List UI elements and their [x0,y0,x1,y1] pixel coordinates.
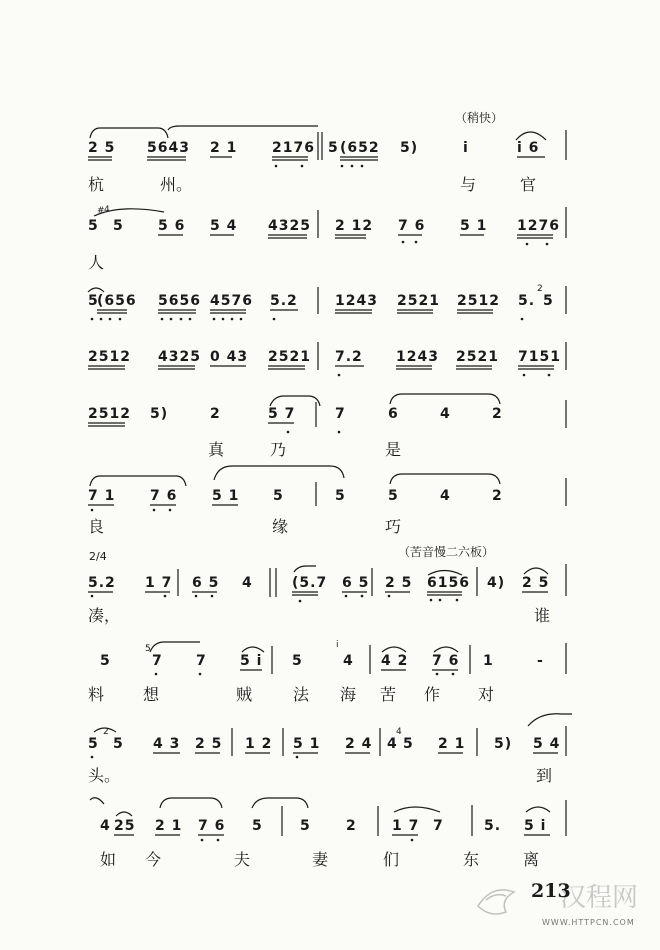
score-row-3 [88,284,554,309]
lyric-char: 海 [340,685,357,704]
lyric-char: 贼 [236,685,253,704]
note-group: 4 [440,488,451,504]
note-group: 6 5 [192,575,220,591]
score-row-5 [88,406,503,459]
note-group: 2 1 [438,736,466,752]
note-group: 2 [210,406,221,422]
lyric-char: 是 [385,440,402,459]
note-group: (656 [97,293,137,309]
grace-note: 2 [103,727,109,737]
lyric-char: 想 [143,685,160,704]
lyric-char: 凑， [88,606,121,625]
slur [270,396,320,406]
note-group: 1 7 [392,818,420,834]
lyric-char: 头。 [88,766,121,785]
rhythm-underline [88,366,554,369]
note-group: 5 [403,736,414,752]
note-group: 5 [113,736,124,752]
score-row-9 [88,727,560,785]
lyric-char: 巧 [385,517,402,536]
slur [294,566,316,572]
note-group: 2 5 [195,736,223,752]
note-group: 5 1 [460,218,488,234]
note-group: 5 [292,653,303,669]
note-group: 4 2 [381,653,409,669]
note-group: 4325 [268,218,311,234]
note-group: 2512 [88,349,131,365]
slur [214,466,344,480]
slur [90,128,168,138]
slur [394,807,440,812]
lyric-char: 杭 [88,175,105,194]
lyric-char: 对 [478,685,495,704]
score-row-6 [88,488,503,536]
note-group: 5 4 [533,736,561,752]
note-group: 7 1 [88,488,116,504]
grace-sharp: # [97,206,105,216]
note-group: 5.2 [270,293,298,309]
grace-note: 2 [537,284,543,294]
note-group: 5. [518,293,536,309]
lyric-char: 缘 [272,517,289,536]
note-group: 5) [494,736,513,752]
note-group: 5.2 [88,575,116,591]
note-group: 5 [328,140,339,156]
score-row-4 [88,349,561,365]
lyric-char: 良 [88,517,105,536]
rhythm-underline [88,423,294,426]
note-group: 4576 [210,293,253,309]
lyric-char: 与 [460,175,477,194]
watermark-logo [478,890,514,914]
note-group: 6 5 [342,575,370,591]
slur [88,288,104,292]
note-group: i 6 [517,140,540,156]
score-row-10 [100,818,546,869]
lyric-char: 人 [88,253,105,272]
slur [390,394,500,404]
rhythm-underline [97,310,493,313]
note-group: 7.2 [335,349,363,365]
note-group: 7151 [518,349,561,365]
slur [168,126,318,130]
lyric-char: 夫 [234,850,251,869]
slur [90,798,104,804]
slur [516,132,546,140]
lyric-char: 今 [145,850,162,869]
rhythm-underline [88,592,548,595]
lyric-char: 法 [293,685,310,704]
note-group: 2 [492,488,503,504]
slur [252,798,308,808]
note-group: 5 [88,293,99,309]
note-group: 5 [300,818,311,834]
lyric-char: 苦 [380,685,397,704]
slur [160,798,222,808]
note-group: 4325 [158,349,201,365]
lyric-char: 们 [383,850,400,869]
slur [524,568,548,574]
tempo-marking: （稍快） [455,111,504,125]
lyric-char: 料 [88,685,105,704]
score-row-1 [88,140,539,194]
lyric-char: 东 [463,850,480,869]
note-group: (652 [340,140,380,156]
note-group: 7 [335,406,346,422]
note-group: 5 7 [268,406,296,422]
note-group: 5 [335,488,346,504]
barline [272,643,566,674]
note-group: 2 5 [522,575,550,591]
note-group: 5 6 [158,218,186,234]
note-group: 5 [543,293,554,309]
lyric-char: 离 [523,850,540,869]
note-group: 5 i [240,653,263,669]
note-group: 5656 [158,293,201,309]
note-group: 4 [440,406,451,422]
note-group: 5 [388,488,399,504]
slur [90,476,186,486]
note-group: 2176 [272,140,315,156]
note-group: (5.7 [292,575,328,591]
lyric-char: 到 [536,766,553,785]
note-group: 6156 [427,575,470,591]
note-group: 1276 [517,218,560,234]
slur [150,642,200,652]
note-group: 25 [114,818,136,834]
note-group: 7 [196,653,207,669]
note-group: 5 i [524,818,547,834]
note-group: 1243 [335,293,378,309]
slur [528,714,572,726]
note-group: - [537,653,544,669]
note-group: 2 12 [335,218,374,234]
note-group: 7 6 [432,653,460,669]
note-group: 5) [150,406,169,422]
note-group: 7 6 [398,218,426,234]
note-group: 5643 [147,140,190,156]
note-group: 2512 [457,293,500,309]
note-group: 4 [387,736,398,752]
slur [382,647,406,652]
lyric-char: 谁 [534,606,551,625]
rhythm-underline [158,235,553,238]
note-group: 5 [273,488,284,504]
note-group: 5 [88,218,99,234]
note-group: 7 [152,653,163,669]
note-group: 5 1 [293,736,321,752]
lyric-char: 作 [424,685,441,704]
slur [390,474,500,484]
note-group: 2 5 [88,140,116,156]
note-group: 5 [88,736,99,752]
lyric-char: 妻 [312,850,329,869]
slur [242,647,264,652]
note-group: 2 1 [155,818,183,834]
grace-note: 4 [396,727,402,737]
page-number: 213 [531,880,571,902]
note-group: 5 4 [210,218,238,234]
grace-note: 4 [104,205,110,215]
lyric-char: 官 [520,175,537,194]
note-group: 1 2 [245,736,273,752]
note-group: i [463,140,469,156]
note-group: 7 6 [198,818,226,834]
note-group: 4 [343,653,354,669]
note-group: 7 6 [150,488,178,504]
note-group: 2 4 [345,736,373,752]
note-group: 4 3 [153,736,181,752]
slur [434,647,458,652]
note-group: 5) [400,140,419,156]
note-group: 5 [100,653,111,669]
note-group: 2 [346,818,357,834]
rhythm-underline [88,157,545,160]
note-group: 7 [433,818,444,834]
section-marking: （苦音慢二六板） [398,545,495,559]
grace-note: i [336,640,339,650]
note-group: 2 1 [210,140,238,156]
note-group: 2512 [88,406,131,422]
barline [178,564,566,597]
slur [116,812,132,816]
note-group: 1 7 [145,575,173,591]
note-group: 6 [388,406,399,422]
note-group: 2 5 [385,575,413,591]
note-group: 2521 [268,349,311,365]
score-row-8 [88,640,544,704]
score-row-2 [88,205,560,272]
note-group: 0 43 [210,349,249,365]
lyric-char: 真 [208,440,225,459]
time-signature: 2/4 [89,550,107,563]
note-group: 1 [483,653,494,669]
slur [526,807,550,812]
note-group: 4 [100,818,111,834]
note-group: 5 [113,218,124,234]
lyric-char: 乃 [270,440,287,459]
note-group: 1243 [396,349,439,365]
note-group: 5 1 [212,488,240,504]
note-group: 4) [487,575,506,591]
note-group: 2521 [397,293,440,309]
watermark-url: WWW.HTTPCN.COM [542,918,635,927]
note-group: 5 [252,818,263,834]
note-group: 2521 [456,349,499,365]
lyric-char: 如 [100,850,117,869]
grace-note: 5 [145,644,151,654]
score-row-7 [88,575,550,625]
note-group: 2 [492,406,503,422]
note-group: 5. [484,818,502,834]
note-group: 4 [242,575,253,591]
watermark-brand: 汉程网 [560,883,639,913]
lyric-char: 州。 [160,175,193,194]
